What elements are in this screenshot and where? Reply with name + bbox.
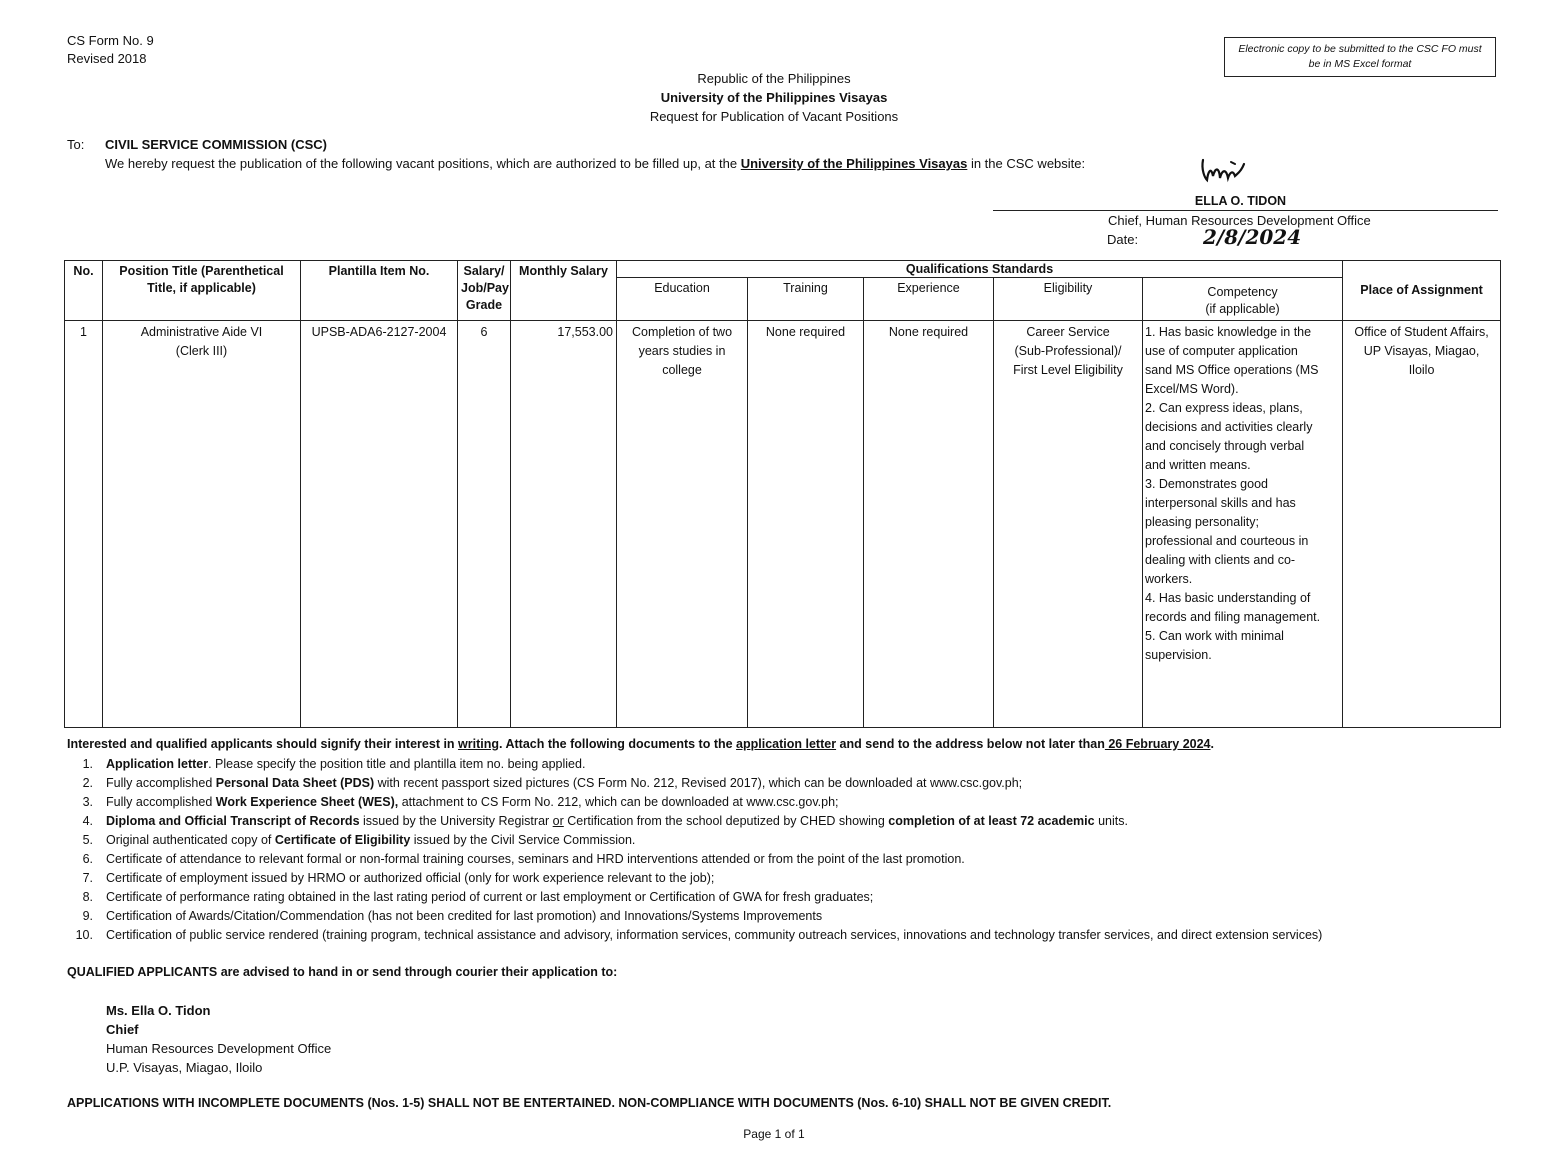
item-number: 7. bbox=[82, 871, 93, 885]
competency-line: dealing with clients and co- bbox=[1145, 553, 1296, 567]
row-place-l2: UP Visayas, Miagao, bbox=[1363, 344, 1480, 358]
item-text: Fully accomplished bbox=[106, 795, 216, 809]
row-place-l1: Office of Student Affairs, bbox=[1354, 325, 1489, 339]
row-eligibility bbox=[994, 321, 1143, 728]
request-agency: University of the Philippines Visayas bbox=[740, 156, 968, 171]
competency-line: workers. bbox=[1145, 572, 1193, 586]
row-experience: None required bbox=[864, 321, 994, 728]
row-title: Administrative Aide VI bbox=[140, 325, 263, 339]
col-monthly-salary: Monthly Salary bbox=[511, 261, 617, 321]
document-header bbox=[0, 69, 1548, 126]
competency-line: professional and courteous in bbox=[1145, 534, 1309, 548]
list-item bbox=[67, 756, 1322, 775]
form-revised: Revised 2018 bbox=[67, 51, 147, 66]
signature-line bbox=[993, 210, 1498, 211]
header-university: University of the Philippines Visayas bbox=[660, 90, 888, 105]
competency-line: and written means. bbox=[1145, 458, 1251, 472]
col-eligibility: Eligibility bbox=[994, 278, 1143, 321]
qualified-applicants-note: QUALIFIED APPLICANTS are advised to hand in or send through courier their application to: bbox=[67, 965, 618, 979]
competency-line: decisions and activities clearly bbox=[1145, 420, 1313, 434]
competency-line: and concisely through verbal bbox=[1145, 439, 1305, 453]
col-competency bbox=[1143, 278, 1343, 321]
col-experience: Experience bbox=[864, 278, 994, 321]
competency-line: 2. Can express ideas, plans, bbox=[1145, 401, 1303, 415]
item-text: Certification of public service rendered (training program, technical assistance and advisory, information services, community outreach services, innovations and technology transfer services, and direct extension services) bbox=[106, 928, 1323, 942]
item-number: 4. bbox=[82, 814, 93, 828]
address-name: Ms. Ella O. Tidon bbox=[106, 1003, 211, 1018]
item-text: attachment to CS Form No. 212, which can be downloaded at www.csc.gov.ph; bbox=[398, 795, 839, 809]
item-text: Fully accomplished bbox=[106, 776, 216, 790]
request-statement bbox=[105, 156, 1085, 173]
item-text: Certification of Awards/Citation/Commendation (has not been credited for last promotion) and Innovations/Systems Improvements bbox=[106, 909, 823, 923]
competency-line: 5. Can work with minimal bbox=[1145, 629, 1284, 643]
instructions-application-letter: application letter bbox=[736, 737, 837, 751]
item-text: Certificate of performance rating obtained in the last rating period of current or last employment or Certification of GWA for fresh graduates; bbox=[106, 890, 874, 904]
item-text: Certification from the school deputized by CHED showing bbox=[563, 814, 889, 828]
address-title: Chief bbox=[106, 1022, 139, 1037]
item-number: 3. bbox=[82, 795, 93, 809]
vacant-positions-table bbox=[64, 260, 1501, 728]
col-position-title: Position Title (Parenthetical Title, if applicable) bbox=[103, 261, 301, 321]
competency-line: 1. Has basic knowledge in the bbox=[1145, 325, 1312, 339]
header-title: Request for Publication of Vacant Positions bbox=[649, 109, 899, 124]
competency-line: 4. Has basic understanding of bbox=[1145, 591, 1311, 605]
date-label: Date: bbox=[1107, 232, 1139, 248]
item-number: 5. bbox=[82, 833, 93, 847]
addressee-name: CIVIL SERVICE COMMISSION (CSC) bbox=[105, 137, 327, 152]
requirements-list bbox=[67, 756, 1322, 946]
col-competency-l2: (if applicable) bbox=[1205, 302, 1280, 316]
item-bold: Diploma and Official Transcript of Records bbox=[106, 814, 360, 828]
row-competency bbox=[1143, 321, 1343, 728]
item-text: Certificate of employment issued by HRMO or authorized official (only for work experience relevant to the job); bbox=[106, 871, 715, 885]
instructions-text: Interested and qualified applicants should signify their interest in bbox=[67, 737, 459, 751]
col-training: Training bbox=[748, 278, 864, 321]
item-number: 1. bbox=[82, 757, 93, 771]
row-no: 1 bbox=[65, 321, 103, 728]
list-item bbox=[67, 813, 1322, 832]
col-competency-l1: Competency bbox=[1207, 285, 1278, 299]
item-bold: Application letter bbox=[106, 757, 209, 771]
item-bold: Certificate of Eligibility bbox=[274, 833, 411, 847]
item-text: units. bbox=[1094, 814, 1128, 828]
instructions-paragraph bbox=[67, 736, 1214, 752]
list-item bbox=[67, 889, 1322, 908]
row-eligibility-l1: Career Service bbox=[1026, 325, 1110, 339]
row-eligibility-l2: (Sub-Professional)/ bbox=[1014, 344, 1122, 358]
item-number: 2. bbox=[82, 776, 93, 790]
item-text: issued by the Civil Service Commission. bbox=[410, 833, 636, 847]
col-no: No. bbox=[65, 261, 103, 321]
row-subtitle: (Clerk III) bbox=[175, 344, 228, 358]
row-salary: 17,553.00 bbox=[511, 321, 617, 728]
instructions-text: . Attach the following documents to the bbox=[499, 737, 737, 751]
page-number: Page 1 of 1 bbox=[743, 1127, 805, 1141]
col-place: Place of Assignment bbox=[1343, 261, 1501, 321]
row-grade: 6 bbox=[458, 321, 511, 728]
item-bold: completion of at least 72 academic bbox=[888, 814, 1095, 828]
to-label: To: bbox=[67, 137, 85, 152]
incomplete-documents-warning: APPLICATIONS WITH INCOMPLETE DOCUMENTS (Nos. 1-5) SHALL NOT BE ENTERTAINED. NON-COMPLIANCE WITH DOCUMENTS (Nos. 6-10) SHALL NOT BE GIVEN CREDIT. bbox=[67, 1096, 1112, 1110]
row-place bbox=[1343, 321, 1501, 728]
item-number: 9. bbox=[82, 909, 93, 923]
table-row bbox=[65, 321, 1501, 728]
item-text: . Please specify the position title and plantilla item no. being applied. bbox=[208, 757, 586, 771]
list-item bbox=[67, 794, 1322, 813]
header-row-1 bbox=[65, 261, 1501, 278]
signatory-position: Chief, Human Resources Development Office bbox=[1108, 213, 1371, 229]
date-value: 2/8/2024 bbox=[1203, 225, 1302, 250]
instructions-text: and send to the address below not later than bbox=[836, 737, 1105, 751]
item-text: Certificate of attendance to relevant formal or non-formal training courses, seminars and HRD interventions attended or from the point of the last promotion. bbox=[106, 852, 965, 866]
competency-line: records and filing management. bbox=[1145, 610, 1321, 624]
instructions-text: . bbox=[1210, 737, 1214, 751]
mailing-address bbox=[106, 1001, 331, 1077]
col-qualification-standards: Qualifications Standards bbox=[617, 261, 1343, 278]
competency-line: Excel/MS Word). bbox=[1145, 382, 1239, 396]
competency-line: interpersonal skills and has bbox=[1145, 496, 1296, 510]
competency-line: 3. Demonstrates good bbox=[1145, 477, 1268, 491]
row-eligibility-l3: First Level Eligibility bbox=[1013, 363, 1123, 377]
request-text-before: We hereby request the publication of the following vacant positions, which are authorized to be filled up, at the bbox=[105, 156, 741, 171]
form-info bbox=[67, 32, 154, 68]
address-location: U.P. Visayas, Miagao, Iloilo bbox=[106, 1060, 263, 1075]
competency-line: sand MS Office operations (MS bbox=[1145, 363, 1319, 377]
item-bold: Personal Data Sheet (PDS) bbox=[215, 776, 375, 790]
note-line-2: be in MS Excel format bbox=[1308, 58, 1412, 70]
col-salary-grade: Salary/ Job/Pay Grade bbox=[458, 261, 511, 321]
row-education: Completion of two years studies in college bbox=[617, 321, 748, 728]
item-text: Original authenticated copy of bbox=[106, 833, 275, 847]
item-number: 8. bbox=[82, 890, 93, 904]
competency-line: supervision. bbox=[1145, 648, 1212, 662]
signatory-block bbox=[993, 193, 1498, 249]
competency-line: use of computer application bbox=[1145, 344, 1298, 358]
row-position-title bbox=[103, 321, 301, 728]
list-item bbox=[67, 870, 1322, 889]
list-item bbox=[67, 927, 1322, 946]
list-item bbox=[67, 851, 1322, 870]
item-text: with recent passport sized pictures (CS Form No. 212, Revised 2017), which can be downloaded at www.csc.gov.ph; bbox=[374, 776, 1023, 790]
item-bold: Work Experience Sheet (WES), bbox=[215, 795, 399, 809]
list-item bbox=[67, 832, 1322, 851]
row-place-l3: Iloilo bbox=[1408, 363, 1435, 377]
item-number: 6. bbox=[82, 852, 93, 866]
request-text-after: in the CSC website: bbox=[967, 156, 1086, 171]
item-text: issued by the University Registrar bbox=[359, 814, 553, 828]
competency-line: pleasing personality; bbox=[1145, 515, 1259, 529]
col-plantilla: Plantilla Item No. bbox=[301, 261, 458, 321]
signatory-name: ELLA O. TIDON bbox=[1194, 194, 1287, 208]
note-line-1: Electronic copy to be submitted to the CSC FO must bbox=[1238, 43, 1482, 55]
header-republic: Republic of the Philippines bbox=[697, 71, 851, 86]
address-office: Human Resources Development Office bbox=[106, 1041, 332, 1056]
item-underlined: or bbox=[552, 814, 564, 828]
col-education: Education bbox=[617, 278, 748, 321]
row-plantilla: UPSB-ADA6-2127-2004 bbox=[301, 321, 458, 728]
form-number: CS Form No. 9 bbox=[67, 33, 154, 48]
instructions-deadline: 26 February 2024 bbox=[1104, 737, 1211, 751]
list-item bbox=[67, 775, 1322, 794]
instructions-writing: writing bbox=[458, 737, 500, 751]
signature-mark bbox=[1195, 152, 1255, 188]
list-item bbox=[67, 908, 1322, 927]
item-number: 10. bbox=[75, 928, 93, 942]
row-training: None required bbox=[748, 321, 864, 728]
date-row bbox=[993, 225, 1498, 250]
